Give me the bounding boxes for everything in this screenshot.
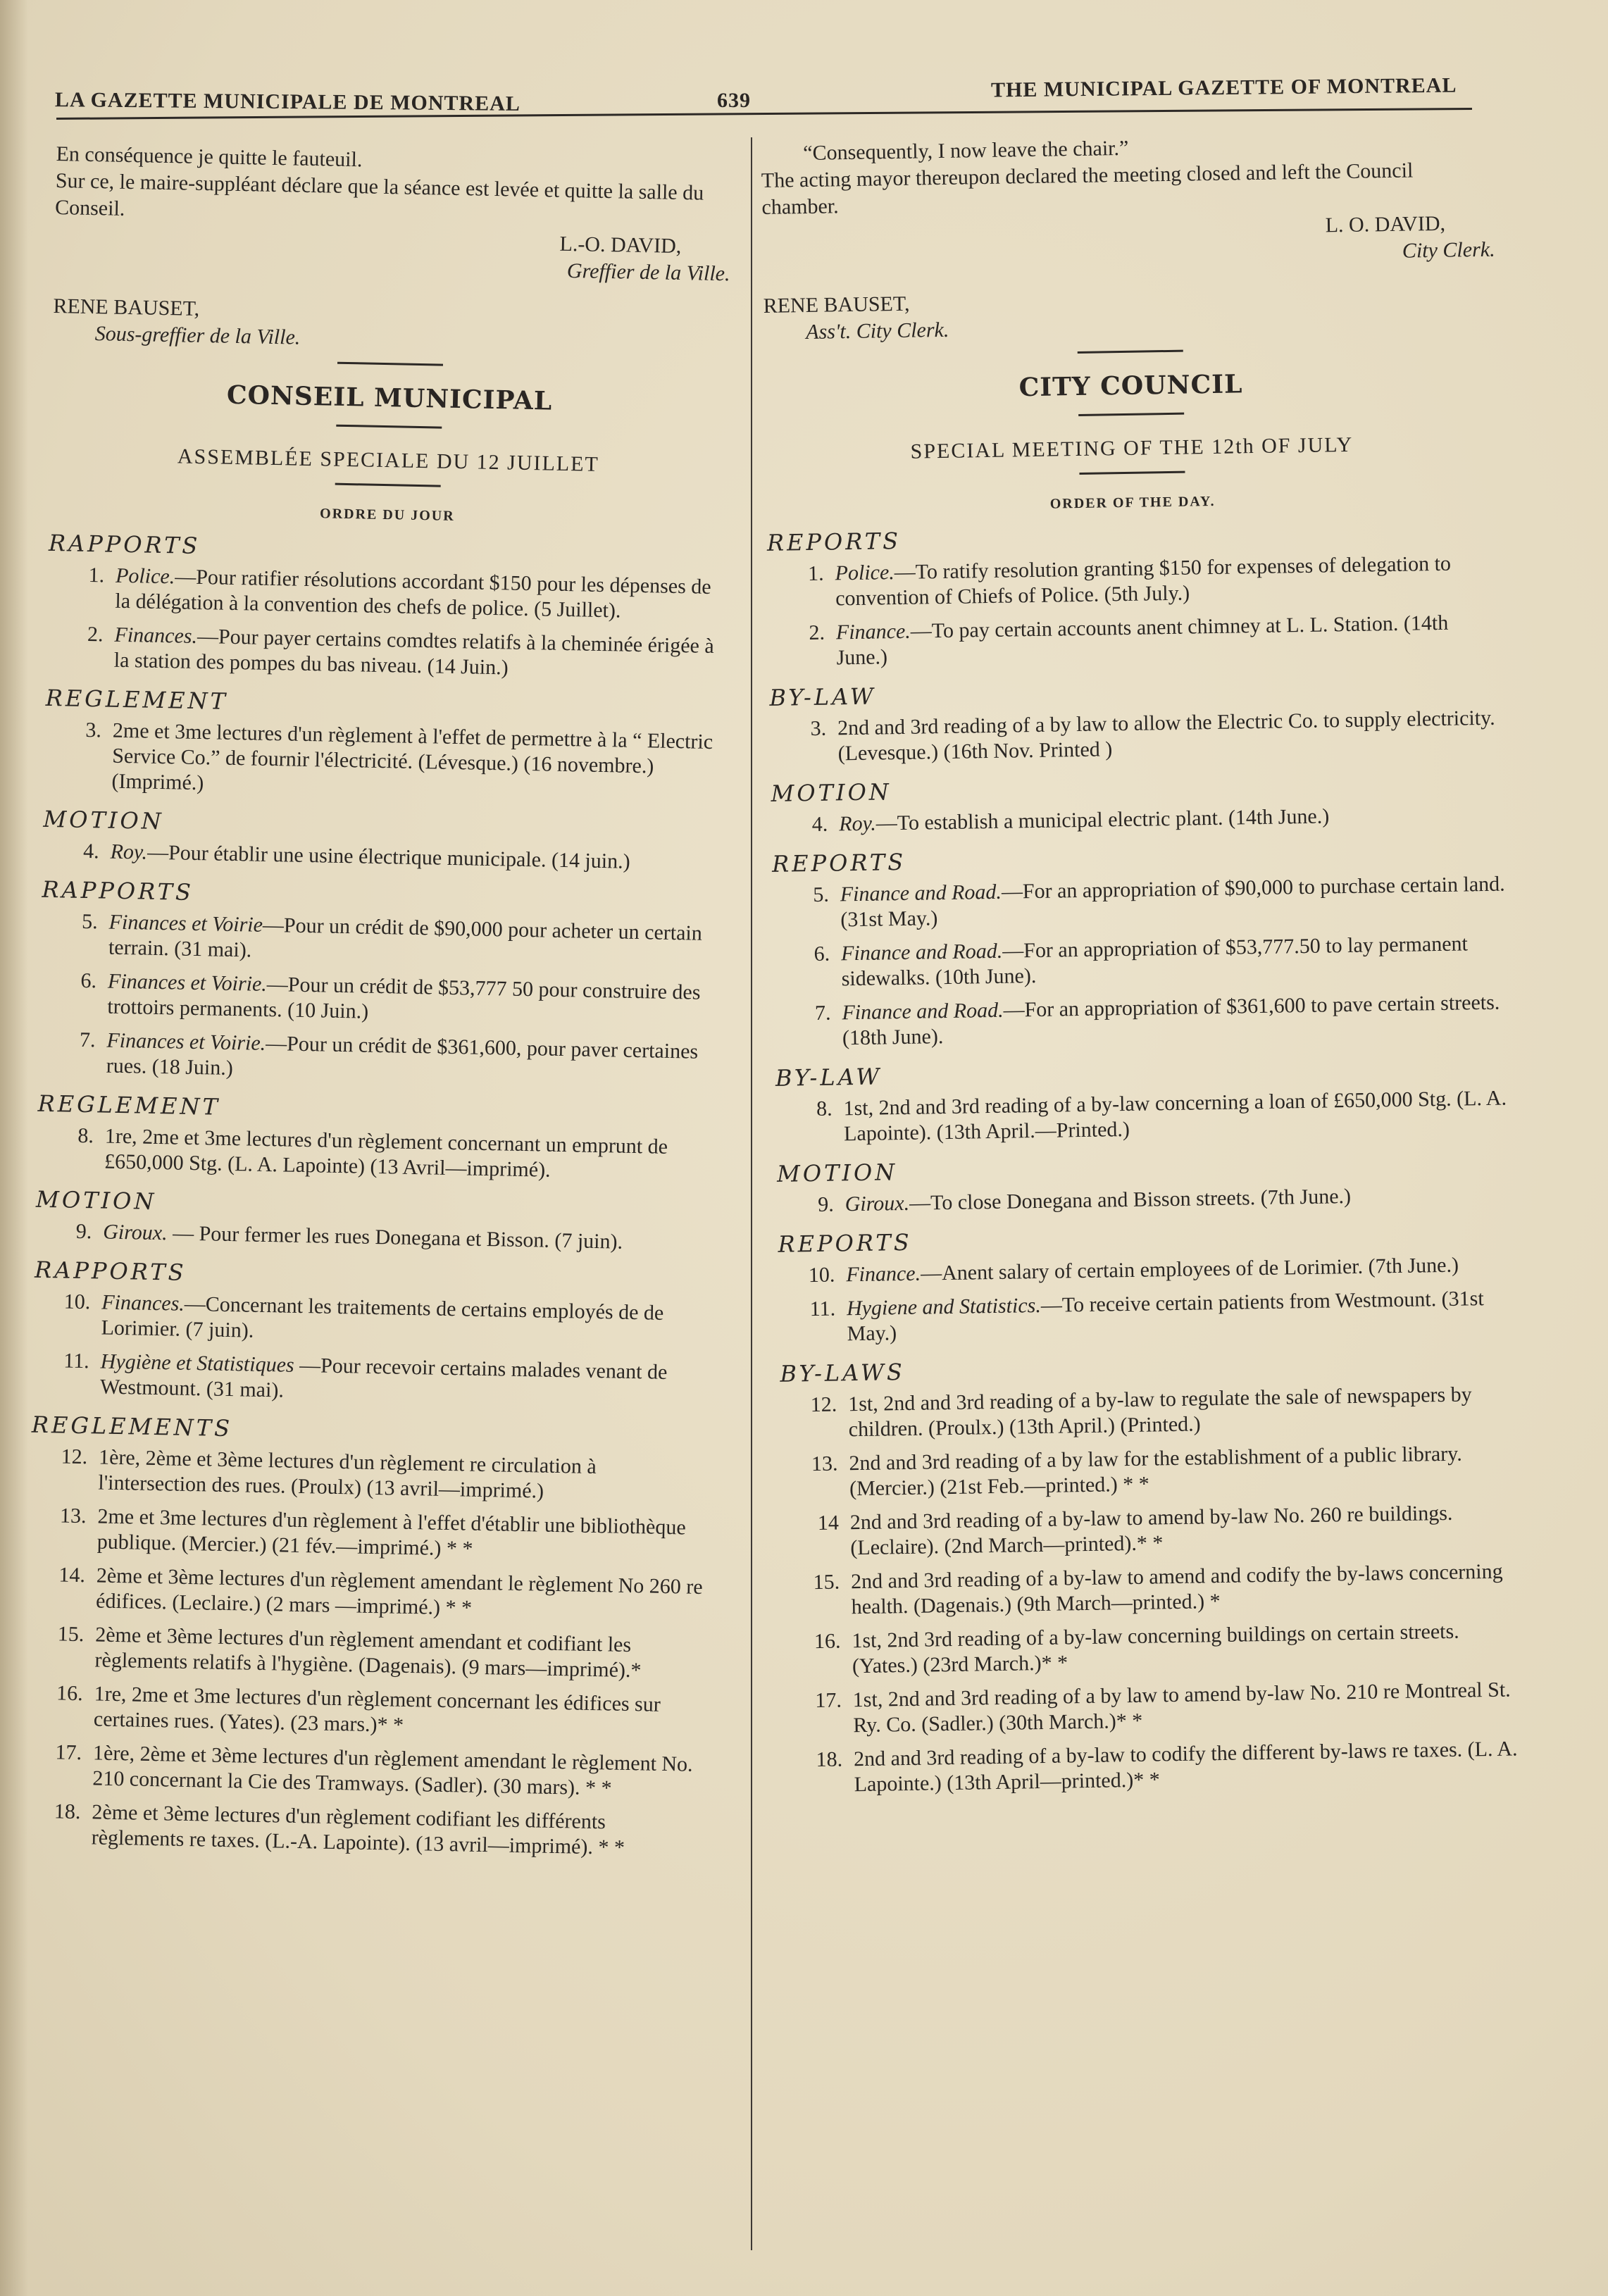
item-number: 9. <box>817 1192 834 1216</box>
item-lead: Finance and Road. <box>840 880 1002 906</box>
item-body: 1ère, 2ème et 3ème lectures d'un règlement re circulation à l'intersection des rues. (Proulx) (13 avril—imprimé.) <box>98 1445 597 1503</box>
clerk-signature <box>762 210 1495 275</box>
closing-paragraph: The acting mayor thereupon declared the meeting closed and left the Council chamber. <box>761 158 1414 219</box>
agenda-item <box>37 1123 713 1186</box>
item-number: 10. <box>808 1263 835 1287</box>
item-body: 2me et 3me lectures d'un règlement à l'effet de permettre à la “ Electric Service Co.” de fournir l'électricité. (Lévesque.) (16 novembre.) (Imprimé.) <box>111 718 713 795</box>
agenda-list <box>767 518 1519 1799</box>
agenda-item <box>779 1285 1512 1347</box>
section-heading: REPORTS <box>778 1228 912 1258</box>
item-text <box>110 840 719 877</box>
separator-rule <box>1079 471 1185 475</box>
item-body: —For an appropriation of $53,777.50 to lay permanent sidewalks. (10th June). <box>841 932 1469 991</box>
section-heading: RAPPORTS <box>34 1256 187 1286</box>
agenda-item <box>47 562 724 625</box>
item-lead: Finance. <box>835 619 911 644</box>
agenda-item <box>784 1618 1517 1680</box>
item-number: 8. <box>77 1123 94 1148</box>
item-lead: Giroux. <box>102 1220 168 1245</box>
closing-line: “Consequently, I now leave the chair.” <box>803 136 1129 166</box>
item-number: 14. <box>58 1563 86 1587</box>
item-text <box>848 1381 1514 1442</box>
item-text <box>853 1677 1519 1738</box>
clerk-role: City Clerk. <box>1402 237 1495 263</box>
agenda-item <box>42 838 719 876</box>
column-divider <box>751 137 752 2250</box>
agenda-item <box>27 1621 704 1685</box>
item-text <box>100 1349 709 1412</box>
agenda-item <box>30 1444 707 1507</box>
item-lead: Finances. <box>101 1290 185 1316</box>
item-body: —Pour un crédit de $53,777 50 pour construire des trottoirs permanents. (10 Juin.) <box>107 972 701 1023</box>
item-lead: Police. <box>115 563 175 589</box>
item-number: 17. <box>55 1740 82 1765</box>
item-number: 12. <box>810 1392 837 1417</box>
item-body: —Pour payer certains comdtes relatifs à la cheminée érigée à la station des pompes du bas niveau. (14 Juin.) <box>113 624 715 680</box>
agenda-item <box>770 706 1503 768</box>
item-text <box>851 1559 1516 1620</box>
item-number: 11. <box>63 1349 90 1373</box>
separator-rule <box>1078 350 1183 354</box>
assistant-role: Ass't. City Clerk. <box>806 318 949 344</box>
agenda-item <box>41 909 718 972</box>
item-text <box>835 551 1500 612</box>
section-heading: MOTION <box>771 778 892 807</box>
order-of-day-label: ORDRE DU JOUR <box>319 506 455 524</box>
agenda-item <box>23 1799 700 1862</box>
separator-rule <box>336 425 442 429</box>
section-heading: REGLEMENTS <box>31 1411 233 1442</box>
section-heading: MOTION <box>776 1159 898 1187</box>
section-title: CONSEIL MUNICIPAL <box>226 380 553 416</box>
item-number: 9. <box>75 1219 92 1244</box>
item-number: 14 <box>817 1511 840 1535</box>
item-body: —Anent salary of certain employees of de Lorimier. (7th June.) <box>920 1253 1459 1285</box>
item-text <box>849 1440 1514 1502</box>
item-text <box>106 1028 715 1091</box>
closing-paragraph: Sur ce, le maire-suppléant déclare que la séance est levée et quitte la salle du Conseil. <box>54 168 704 220</box>
item-body: 2ème et 3ème lectures d'un règlement amendant le règlement No 260 re édifices. (Leclaire.) (2 mars —imprimé.) * * <box>95 1564 703 1620</box>
item-text <box>841 931 1507 992</box>
item-text <box>104 1124 713 1187</box>
item-lead: Giroux. <box>844 1191 910 1216</box>
item-lead: Finance and Road. <box>840 939 1003 966</box>
item-body: 2ème et 3ème lectures d'un règlement codifiant les différents règlements re taxes. (L.-A. Lapointe). (13 avril—imprimé). * * <box>91 1800 625 1859</box>
item-text <box>96 1563 705 1626</box>
section-heading: REGLEMENT <box>37 1090 221 1121</box>
item-number: 6. <box>80 968 97 993</box>
item-number: 1. <box>88 563 105 587</box>
agenda-item <box>46 621 723 685</box>
item-text <box>114 623 723 685</box>
item-lead: Hygiene and Statistics. <box>846 1293 1042 1321</box>
section-heading: REPORTS <box>771 848 906 878</box>
item-text <box>108 910 718 973</box>
item-number: 12. <box>61 1445 88 1469</box>
item-number: 4. <box>82 839 99 863</box>
item-body: 1re, 2me et 3me lectures d'un règlement concernant les édifices sur certaines rues. (Yates). (23 mars.)* * <box>93 1682 661 1737</box>
item-number: 15. <box>813 1570 840 1595</box>
item-body: —Pour recevoir certains malades venant de Westmount. (31 mai). <box>99 1353 668 1402</box>
item-text <box>94 1622 704 1685</box>
agenda-item <box>774 990 1507 1052</box>
item-text <box>107 969 716 1032</box>
item-number: 15. <box>57 1622 85 1647</box>
item-number: 3. <box>85 718 102 742</box>
item-body: 2nd and 3rd reading of a by-law to amend and codify the by-laws concerning health. (Dagenais.) (9th March—printed.) * <box>850 1559 1503 1619</box>
agenda-item <box>775 1085 1509 1147</box>
item-lead: Finances. <box>114 623 198 648</box>
item-text <box>111 718 721 806</box>
agenda-item <box>773 872 1506 934</box>
agenda-item <box>26 1680 703 1744</box>
item-number: 16. <box>56 1681 84 1706</box>
section-heading: BY-LAW <box>775 1063 883 1092</box>
item-body: —To receive certain patients from Westmount. (31st May.) <box>847 1287 1484 1346</box>
agenda-item <box>29 1503 706 1566</box>
item-body: 2nd and 3rd reading of a by-law to amend by-law No. 260 re buildings. (Leclaire). (2nd March—printed).* * <box>849 1501 1453 1560</box>
item-text <box>847 1285 1512 1347</box>
closing-line: En conséquence je quitte le fauteuil. <box>56 142 363 172</box>
item-body: —For an appropriation of $90,000 to purchase certain land. (31st May.) <box>840 872 1505 932</box>
item-text <box>844 1181 1509 1217</box>
section-title: CITY COUNCIL <box>1018 369 1243 403</box>
agenda-item <box>35 1218 712 1256</box>
agenda-item <box>783 1559 1516 1621</box>
assistant-signature <box>52 293 729 359</box>
item-number: 5. <box>813 882 830 906</box>
item-text <box>98 1445 707 1508</box>
item-text <box>115 563 724 626</box>
assistant-role: Sous-greffier de la Ville. <box>94 322 301 349</box>
clerk-role: Greffier de la Ville. <box>566 258 730 286</box>
item-number: 11. <box>809 1297 836 1321</box>
clerk-name: L. O. DAVID, <box>1325 211 1446 237</box>
item-number: 16. <box>814 1629 841 1654</box>
item-body: 2nd and 3rd reading of a by law to allow the Electric Co. to supply electricity. (Levesque.) (16th Nov. Printed ) <box>837 706 1495 766</box>
separator-rule <box>337 362 443 366</box>
item-lead: Finance and Road. <box>842 998 1004 1025</box>
english-column <box>761 130 1519 1807</box>
item-text <box>96 1504 706 1566</box>
item-number: 1. <box>807 561 824 586</box>
item-text <box>854 1736 1519 1797</box>
item-number: 7. <box>79 1028 96 1052</box>
agenda-item <box>781 1440 1514 1502</box>
item-text <box>850 1499 1516 1561</box>
binding-shadow <box>0 0 28 2296</box>
item-number: 8. <box>816 1097 833 1121</box>
section-heading: RAPPORTS <box>42 875 194 906</box>
item-body: 1st, 2nd and 3rd reading of a by-law to regulate the sale of newspapers by children. (Proulx.) (13th April.) (Printed.) <box>847 1383 1472 1442</box>
page-number: 639 <box>717 89 751 112</box>
item-text <box>839 801 1504 837</box>
item-number: 2. <box>87 622 104 647</box>
agenda-item <box>38 1027 715 1090</box>
item-lead: Police. <box>835 561 895 585</box>
item-text <box>843 1085 1509 1147</box>
separator-rule <box>1078 413 1184 416</box>
assistant-name: RENE BAUSET, <box>53 294 200 320</box>
french-column <box>23 141 733 1871</box>
item-body: 1ère, 2ème et 3ème lectures d'un règlement amendant le règlement No. 210 concernant la Cie des Tramways. (Sadler). (30 mars). * * <box>92 1741 693 1800</box>
agenda-item <box>25 1740 702 1803</box>
item-number: 4. <box>811 812 828 836</box>
item-text <box>840 872 1506 933</box>
agenda-item <box>783 1499 1516 1561</box>
order-of-day-label: ORDER OF THE DAY. <box>1049 493 1216 512</box>
header-english-title: THE MUNICIPAL GAZETTE OF MONTREAL <box>990 73 1457 102</box>
meeting-subtitle: SPECIAL MEETING OF THE 12th OF JULY <box>910 432 1354 463</box>
item-number: 5. <box>81 909 99 934</box>
item-text <box>842 990 1507 1052</box>
agenda-item <box>785 1677 1519 1739</box>
item-body: 2nd and 3rd reading of a by law for the establishment of a public library. (Mercier.) (21st Feb.—printed.) * * <box>849 1442 1462 1501</box>
item-number: 17. <box>815 1688 842 1713</box>
item-body: — Pour fermer les rues Donegana et Bisson. (7 juin). <box>167 1221 623 1254</box>
section-heading: REGLEMENT <box>45 684 229 715</box>
item-text <box>94 1681 703 1744</box>
item-number: 10. <box>63 1290 91 1314</box>
agenda-item <box>767 551 1500 613</box>
agenda-item <box>32 1348 709 1411</box>
item-text <box>91 1799 700 1862</box>
meeting-subtitle: ASSEMBLÉE SPECIALE DU 12 JUILLET <box>177 444 600 476</box>
item-body: —Pour établir une usine électrique municipale. (14 juin.) <box>147 840 630 873</box>
item-number: 3. <box>810 716 827 740</box>
section-heading: BY-LAW <box>769 682 877 711</box>
item-body: —Pour ratifier résolutions accordant $150 pour les dépenses de la délégation à la convention des chefs de police. (5 Juillet). <box>115 565 711 623</box>
agenda-item <box>33 1289 710 1352</box>
item-lead: Finance. <box>846 1261 921 1287</box>
item-body: —To pay certain accounts anent chimney at L. L. Station. (14th June.) <box>836 611 1449 670</box>
assistant-signature <box>763 282 1496 347</box>
item-number: 7. <box>814 1001 831 1025</box>
item-body: —Pour un crédit de $361,600, pour paver certaines rues. (18 Juin.) <box>106 1031 699 1080</box>
item-body: —Concernant les traitements de certains employés de de Lorimier. (7 juin). <box>101 1292 664 1342</box>
agenda-item <box>778 1252 1511 1288</box>
item-body: 2nd and 3rd reading of a by-law to codify the different by-laws re taxes. (L. A. Lapointe.) (13th April—printed.)* * <box>853 1737 1518 1797</box>
agenda-item <box>773 931 1507 993</box>
item-body: 2me et 3me lectures d'un règlement à l'effet d'établir une bibliothèque publique. (Mercier.) (21 fév.—imprimé.) * * <box>96 1504 687 1561</box>
agenda-item <box>44 717 721 806</box>
item-body: —To establish a municipal electric plant. (14th June.) <box>875 804 1330 835</box>
item-number: 6. <box>814 942 830 966</box>
clerk-name: L.-O. DAVID, <box>559 232 682 258</box>
section-heading: MOTION <box>35 1185 157 1216</box>
item-body: 1re, 2me et 3me lectures d'un règlement concernant un emprunt de £650,000 Stg. (L. A. Lapointe) (13 Avril—imprimé). <box>104 1124 668 1182</box>
assistant-name: RENE BAUSET, <box>763 292 910 318</box>
item-text <box>92 1740 702 1803</box>
item-text <box>837 706 1503 767</box>
item-text <box>836 610 1502 671</box>
item-number: 18. <box>54 1799 81 1824</box>
section-heading: RAPPORTS <box>48 529 201 560</box>
item-body: 1st, 2nd and 3rd reading of a by-law concerning a loan of £650,000 Stg. (L. A. Lapointe). (13th April.—Printed.) <box>843 1086 1507 1146</box>
item-lead: Hygiène et Statistiques <box>100 1349 294 1377</box>
item-number: 2. <box>809 620 825 645</box>
section-heading: REPORTS <box>766 527 902 556</box>
agenda-item <box>780 1381 1514 1443</box>
item-number: 13. <box>811 1452 838 1476</box>
agenda-item <box>768 610 1502 672</box>
agenda-item <box>28 1562 705 1626</box>
item-body: —To close Donegana and Bisson streets. (7th June.) <box>909 1185 1352 1215</box>
item-number: 13. <box>59 1504 87 1528</box>
agenda-item <box>777 1181 1509 1218</box>
item-text <box>101 1290 710 1353</box>
separator-rule <box>335 483 441 487</box>
item-text <box>852 1618 1517 1679</box>
item-body: —For an appropriation of $361,600 to pave certain streets. (18th June). <box>842 990 1500 1050</box>
item-body: 1st, 2nd and 3rd reading of a by law to amend by-law No. 210 re Montreal St. Ry. Co. (Sadler.) (30th March.)* * <box>852 1678 1511 1737</box>
agenda-item <box>771 801 1504 838</box>
item-lead: Roy. <box>838 811 877 836</box>
section-heading: MOTION <box>43 805 165 835</box>
agenda-item <box>39 968 716 1031</box>
item-text <box>846 1252 1511 1287</box>
item-lead: Roy. <box>110 840 148 864</box>
agenda-item <box>786 1736 1519 1798</box>
item-number: 18. <box>816 1747 843 1772</box>
item-body: 1st, 2nd 3rd reading of a by-law concerning buildings on certain streets. (Yates.) (23rd March.)* * <box>852 1619 1459 1678</box>
item-body: —To ratify resolution granting $150 for expenses of delegation to convention of Chiefs of Police. (5th July.) <box>835 551 1452 611</box>
item-text <box>103 1220 712 1257</box>
item-lead: Finances et Voirie. <box>106 1028 266 1055</box>
header-french-title: LA GAZETTE MUNICIPALE DE MONTREAL <box>54 88 521 116</box>
item-lead: Finances et Voirie. <box>107 969 268 996</box>
item-lead: Finances et Voirie <box>108 910 263 937</box>
item-body: 2ème et 3ème lectures d'un règlement amendant et codifiant les règlements relatifs à l'hygiène. (Dagenais). (9 mars—imprimé).* <box>94 1623 642 1683</box>
section-heading: BY-LAWS <box>780 1359 906 1387</box>
item-body: —Pour un crédit de $90,000 pour acheter un certain terrain. (31 mai). <box>108 913 703 962</box>
agenda-list <box>23 530 725 1862</box>
